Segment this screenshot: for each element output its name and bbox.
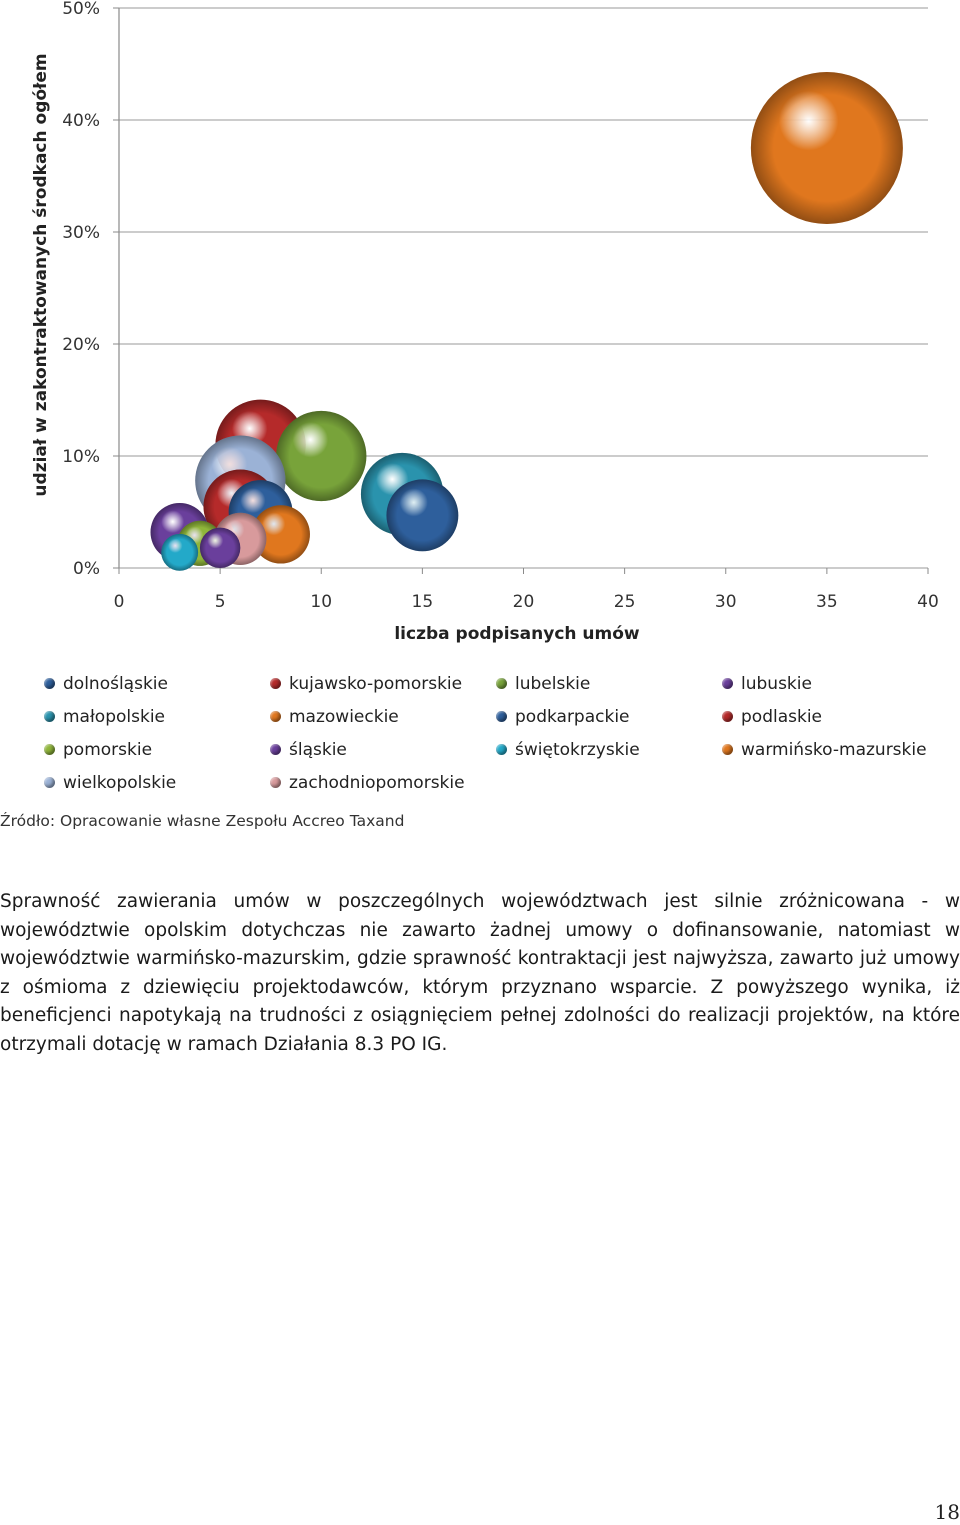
legend-item <box>494 705 720 728</box>
legend-label: wielkopolskie <box>63 772 177 793</box>
legend-marker-icon <box>722 678 733 689</box>
legend-marker-icon <box>44 711 55 722</box>
bubble-shade <box>276 411 366 501</box>
legend-item <box>42 771 268 794</box>
y-tick-label: 40% <box>62 111 100 131</box>
legend-item <box>42 672 268 695</box>
legend-label: podlaskie <box>741 706 823 727</box>
y-tick-label: 0% <box>73 559 100 579</box>
legend-label: kujawsko-pomorskie <box>289 673 463 694</box>
legend-item <box>268 771 494 794</box>
legend-item <box>720 738 946 761</box>
x-tick-label: 30 <box>714 592 737 612</box>
legend-label: pomorskie <box>63 739 153 760</box>
legend-label: mazowieckie <box>289 706 399 727</box>
legend-label: małopolskie <box>63 706 166 727</box>
legend-item <box>268 705 494 728</box>
x-tick-label: 0 <box>113 592 125 612</box>
source-note: Źródło: Opracowanie własne Zespołu Accreo Taxand <box>0 812 405 830</box>
legend-label: lubuskie <box>741 673 812 694</box>
legend-item <box>268 738 494 761</box>
legend-label: dolnośląskie <box>63 673 168 694</box>
legend-item <box>720 705 946 728</box>
legend-label: warmińsko-mazurskie <box>741 739 927 760</box>
legend-label: podkarpackie <box>515 706 630 727</box>
x-tick-label: 5 <box>214 592 226 612</box>
legend-item <box>494 738 720 761</box>
page-number: 18 <box>934 1500 960 1524</box>
legend-item <box>268 672 494 695</box>
bubbles <box>151 72 903 571</box>
chart-legend <box>42 672 942 794</box>
legend-item <box>42 705 268 728</box>
legend-marker-icon <box>44 678 55 689</box>
legend-marker-icon <box>44 777 55 788</box>
x-tick-label: 35 <box>816 592 838 612</box>
legend-label: zachodniopomorskie <box>289 772 465 793</box>
x-tick-label: 20 <box>512 592 535 612</box>
body-paragraph: Sprawność zawierania umów w poszczególnych województwach jest silnie zróżnicowana - w województwie opolskim dotychczas nie zawarto żadnej umowy o dofinansowanie, natomiast w województwie warmińsko-mazurskim, gdzie sprawność kontraktacji jest najwyższa, zawarto już umowy z ośmioma z dziewięciu projektodawców, którym przyznano wsparcie. Z powyższego wynika, iż beneficjenci napotykają na trudności z osiągnięciem pełnej zdolności do realizacji projektów, na które otrzymali dotację w ramach Działania 8.3 PO IG. <box>0 891 960 1055</box>
x-tick-label: 15 <box>411 592 434 612</box>
y-tick-label: 10% <box>62 447 100 467</box>
legend-item <box>494 672 720 695</box>
x-tick-label: 10 <box>310 592 333 612</box>
y-tick-label: 30% <box>62 223 100 243</box>
legend-marker-icon <box>722 744 733 755</box>
y-tick-label: 50% <box>62 0 100 19</box>
legend-item <box>720 672 946 695</box>
x-tick-label: 25 <box>613 592 636 612</box>
bubble-chart <box>0 0 960 660</box>
legend-marker-icon <box>270 678 281 689</box>
x-tick-label: 40 <box>917 592 939 612</box>
legend-marker-icon <box>44 744 55 755</box>
bubble-shade <box>200 528 240 568</box>
legend-item <box>42 738 268 761</box>
y-tick-label: 20% <box>62 335 100 355</box>
legend-marker-icon <box>496 744 507 755</box>
bubble-shade <box>161 534 198 571</box>
legend-marker-icon <box>496 678 507 689</box>
legend-label: lubelskie <box>515 673 591 694</box>
legend-marker-icon <box>270 744 281 755</box>
bubble-shade <box>386 479 458 551</box>
legend-marker-icon <box>270 777 281 788</box>
bubble-shade <box>751 72 903 224</box>
legend-marker-icon <box>496 711 507 722</box>
legend-marker-icon <box>270 711 281 722</box>
legend-label: śląskie <box>289 739 347 760</box>
y-axis-title: udział w zakontraktowanych środkach ogółem <box>31 53 51 497</box>
legend-marker-icon <box>722 711 733 722</box>
legend-label: świętokrzyskie <box>515 739 640 760</box>
x-axis-title: liczba podpisanych umów <box>394 624 640 644</box>
